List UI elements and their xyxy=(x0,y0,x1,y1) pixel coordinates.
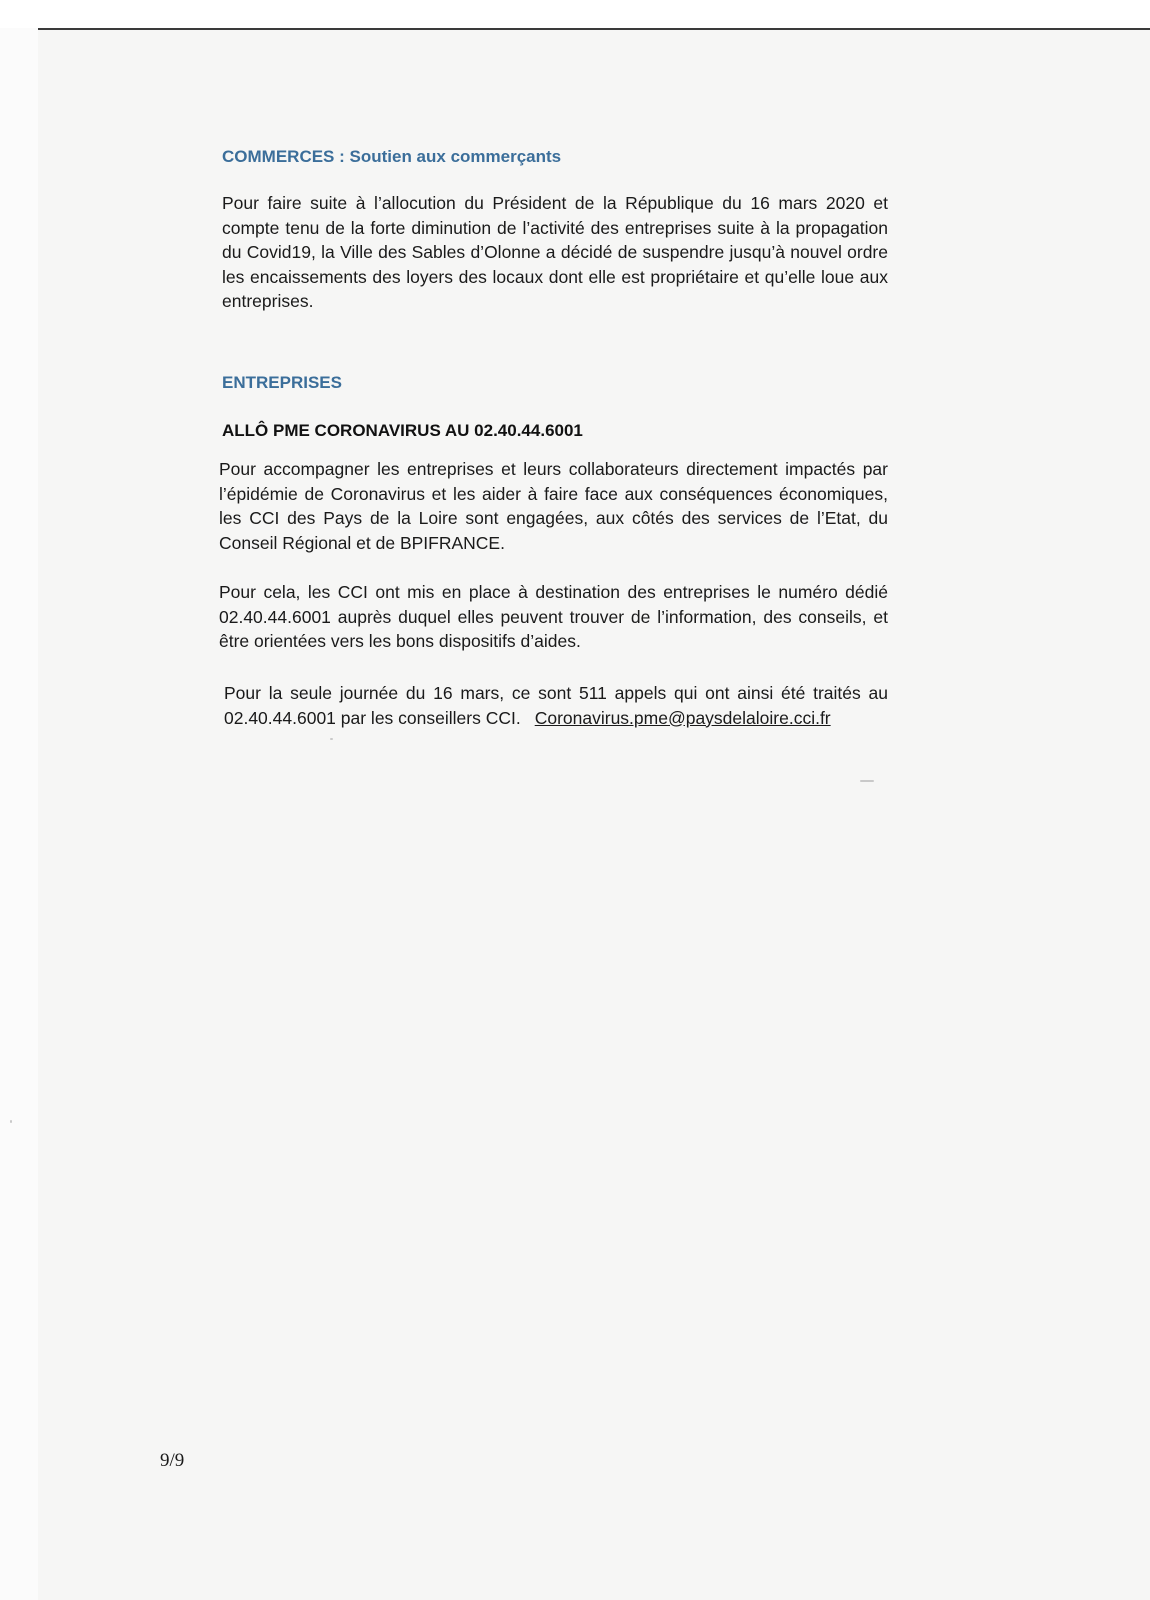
calls-sentence: Pour la seule journée du 16 mars, ce sont 511 appels qui ont ainsi été traités au 02.40.44.6001 par les conseillers CCI. xyxy=(224,683,888,728)
commerces-heading: COMMERCES : Soutien aux commerçants xyxy=(222,147,562,166)
scan-speck xyxy=(330,738,333,740)
scan-top-margin xyxy=(0,0,1150,28)
paper-top-edge xyxy=(38,28,1150,30)
email-link[interactable]: Coronavirus.pme@paysdelaloire.cci.fr xyxy=(534,707,831,728)
scan-speck xyxy=(860,780,874,782)
allo-pme-subheading: ALLÔ PME CORONAVIRUS AU 02.40.44.6001 xyxy=(222,421,583,440)
scan-speck xyxy=(10,1120,12,1123)
entreprises-paragraph-1: Pour accompagner les entreprises et leurs collaborateurs directement impactés par l’épidémie de Coronavirus et les aider à faire face aux conséquences économiques, les CCI des Pays de la Loire sont engagées, aux côtés des services de l’Etat, du Conseil Régional et de BPIFRANCE. xyxy=(219,459,888,553)
entreprises-paragraph-2: Pour cela, les CCI ont mis en place à destination des entreprises le numéro dédié 02.40.44.6001 auprès duquel elles peuvent trouver de l’information, des conseils, et être orientées vers les bons dispositifs d’aides. xyxy=(219,582,888,651)
scan-left-margin xyxy=(0,28,38,1600)
commerces-paragraph: Pour faire suite à l’allocution du Président de la République du 16 mars 2020 et compte tenu de la forte diminution de l’activité des entreprises suite à la propagation du Covid19, la Ville des Sables d’Olonne a décidé de suspendre jusqu’à nouvel ordre les encaissements des loyers des locaux dont elle est propriétaire et qu’elle loue aux entreprises. xyxy=(222,193,888,311)
entreprises-paragraph-3 xyxy=(224,681,888,730)
entreprises-heading: ENTREPRISES xyxy=(222,373,342,392)
page-number: 9/9 xyxy=(160,1450,185,1471)
